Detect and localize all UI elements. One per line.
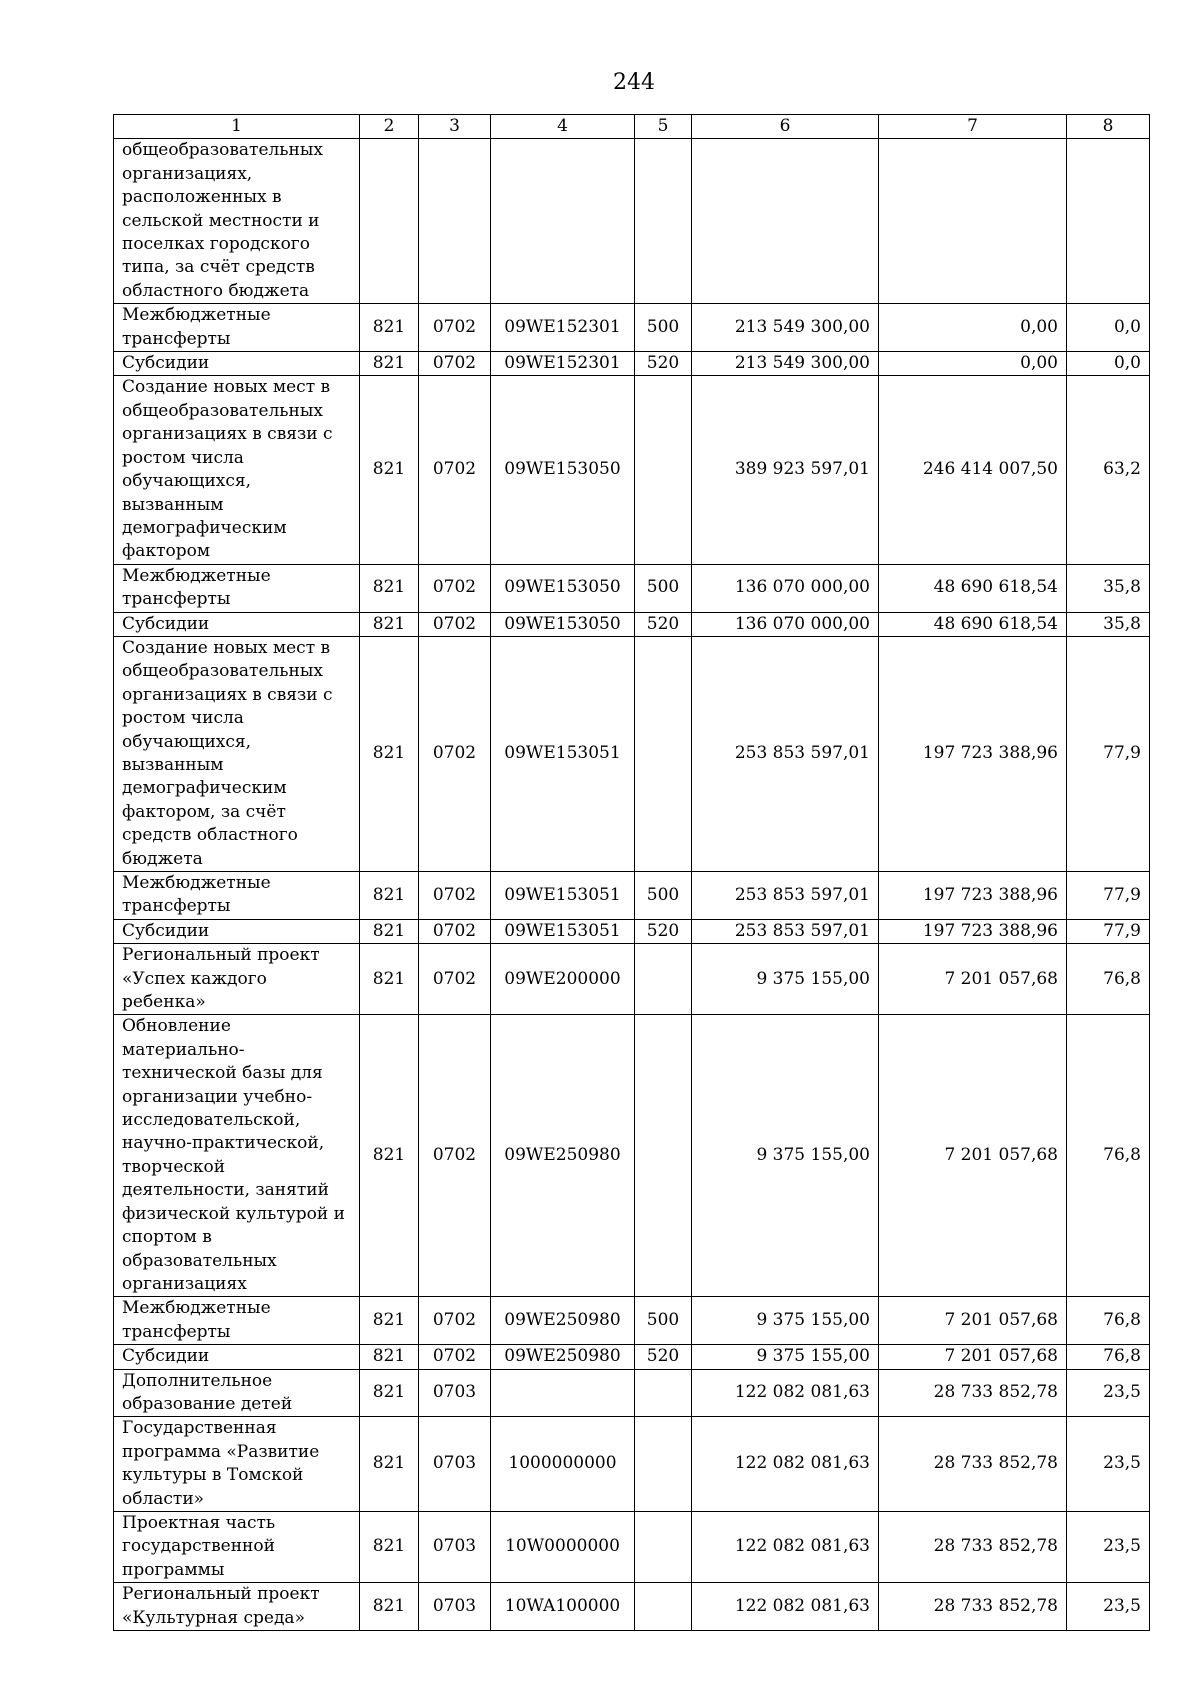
section-code: 0703 [419,1511,491,1582]
table-row [114,1583,1150,1631]
admin-code: 821 [360,564,419,612]
plan-amount: 253 853 597,01 [692,636,879,871]
fact-amount: 246 414 007,50 [879,376,1067,564]
fact-amount: 48 690 618,54 [879,564,1067,612]
target-code: 09WE153050 [491,612,635,636]
expense-type [635,636,692,871]
expense-type [635,139,692,304]
plan-amount: 253 853 597,01 [692,919,879,943]
plan-amount: 136 070 000,00 [692,612,879,636]
execution-percent: 23,5 [1067,1583,1150,1631]
table-row [114,612,1150,636]
execution-percent: 23,5 [1067,1511,1150,1582]
execution-percent: 63,2 [1067,376,1150,564]
section-code: 0702 [419,1297,491,1345]
section-code: 0702 [419,872,491,920]
target-code: 10W0000000 [491,1511,635,1582]
plan-amount: 9 375 155,00 [692,1345,879,1369]
execution-percent: 23,5 [1067,1369,1150,1417]
fact-amount: 28 733 852,78 [879,1583,1067,1631]
section-code [419,139,491,304]
admin-code: 821 [360,1417,419,1512]
section-code: 0702 [419,1345,491,1369]
admin-code: 821 [360,1583,419,1631]
target-code: 09WE153051 [491,919,635,943]
target-code: 09WE250980 [491,1015,635,1297]
item-name: Субсидии [114,919,360,943]
fact-amount: 0,00 [879,352,1067,376]
table-row [114,352,1150,376]
table-row [114,1297,1150,1345]
plan-amount: 253 853 597,01 [692,872,879,920]
admin-code: 821 [360,1015,419,1297]
expense-type: 500 [635,872,692,920]
item-name: Субсидии [114,1345,360,1369]
execution-percent: 0,0 [1067,304,1150,352]
plan-amount: 136 070 000,00 [692,564,879,612]
target-code: 09WE153050 [491,376,635,564]
item-name: Региональный проект «Культурная среда» [114,1583,360,1631]
admin-code: 821 [360,376,419,564]
admin-code: 821 [360,944,419,1015]
target-code: 09WE153051 [491,872,635,920]
column-header: 7 [879,115,1067,139]
expense-type [635,1511,692,1582]
admin-code: 821 [360,636,419,871]
table-row [114,1511,1150,1582]
item-name: Межбюджетные трансферты [114,872,360,920]
item-name: Межбюджетные трансферты [114,1297,360,1345]
item-name: Межбюджетные трансферты [114,564,360,612]
section-code: 0702 [419,636,491,871]
execution-percent: 76,8 [1067,944,1150,1015]
plan-amount: 122 082 081,63 [692,1417,879,1512]
column-header: 6 [692,115,879,139]
expense-type: 500 [635,564,692,612]
page-number: 244 [613,70,655,95]
column-header: 1 [114,115,360,139]
target-code: 09WE250980 [491,1297,635,1345]
admin-code: 821 [360,1369,419,1417]
item-name: Создание новых мест в общеобразовательных организациях в связи с ростом числа обучающихся, вызванным демографическим фактором, за счёт средств областного бюджета [114,636,360,871]
plan-amount: 9 375 155,00 [692,944,879,1015]
section-code: 0702 [419,919,491,943]
plan-amount: 122 082 081,63 [692,1369,879,1417]
section-code: 0702 [419,352,491,376]
execution-percent: 35,8 [1067,612,1150,636]
table-row [114,1015,1150,1297]
expense-type: 500 [635,1297,692,1345]
table-row [114,139,1150,304]
expense-type [635,1583,692,1631]
expense-type [635,1417,692,1512]
admin-code: 821 [360,352,419,376]
target-code: 09WE153050 [491,564,635,612]
table-row [114,304,1150,352]
execution-percent: 23,5 [1067,1417,1150,1512]
target-code: 1000000000 [491,1417,635,1512]
plan-amount: 122 082 081,63 [692,1511,879,1582]
execution-percent [1067,139,1150,304]
table-row [114,1369,1150,1417]
target-code: 10WA100000 [491,1583,635,1631]
table-row [114,1417,1150,1512]
column-header: 5 [635,115,692,139]
item-name: Межбюджетные трансферты [114,304,360,352]
fact-amount: 197 723 388,96 [879,872,1067,920]
fact-amount: 7 201 057,68 [879,1015,1067,1297]
target-code: 09WE153051 [491,636,635,871]
table-row [114,872,1150,920]
fact-amount: 7 201 057,68 [879,1345,1067,1369]
item-name: общеобразовательных организациях, расположенных в сельской местности и поселках городского типа, за счёт средств областного бюджета [114,139,360,304]
fact-amount: 7 201 057,68 [879,944,1067,1015]
plan-amount: 9 375 155,00 [692,1297,879,1345]
execution-percent: 76,8 [1067,1015,1150,1297]
execution-percent: 76,8 [1067,1345,1150,1369]
item-name: Субсидии [114,352,360,376]
execution-percent: 77,9 [1067,636,1150,871]
fact-amount: 28 733 852,78 [879,1417,1067,1512]
admin-code: 821 [360,304,419,352]
item-name: Обновление материально-технической базы для организации учебно-исследовательской, научно-практической, творческой деятельности, занятий физической культурой и спортом в образовательных организациях [114,1015,360,1297]
item-name: Создание новых мест в общеобразовательных организациях в связи с ростом числа обучающихся, вызванным демографическим фактором [114,376,360,564]
target-code: 09WE200000 [491,944,635,1015]
fact-amount: 48 690 618,54 [879,612,1067,636]
item-name: Субсидии [114,612,360,636]
section-code: 0702 [419,564,491,612]
expense-type [635,944,692,1015]
plan-amount: 213 549 300,00 [692,352,879,376]
admin-code: 821 [360,612,419,636]
column-header: 8 [1067,115,1150,139]
column-header: 2 [360,115,419,139]
admin-code: 821 [360,1345,419,1369]
admin-code: 821 [360,1297,419,1345]
expense-type [635,376,692,564]
plan-amount [692,139,879,304]
section-code: 0703 [419,1583,491,1631]
table-row [114,636,1150,871]
execution-percent: 77,9 [1067,872,1150,920]
fact-amount: 0,00 [879,304,1067,352]
item-name: Дополнительное образование детей [114,1369,360,1417]
expense-type [635,1369,692,1417]
section-code: 0703 [419,1417,491,1512]
expense-type [635,1015,692,1297]
fact-amount [879,139,1067,304]
plan-amount: 9 375 155,00 [692,1015,879,1297]
target-code [491,139,635,304]
column-header: 3 [419,115,491,139]
target-code [491,1369,635,1417]
admin-code: 821 [360,919,419,943]
expense-type: 500 [635,304,692,352]
admin-code: 821 [360,872,419,920]
section-code: 0702 [419,304,491,352]
column-header: 4 [491,115,635,139]
section-code: 0702 [419,376,491,564]
item-name: Региональный проект «Успех каждого ребенка» [114,944,360,1015]
execution-percent: 35,8 [1067,564,1150,612]
execution-percent: 77,9 [1067,919,1150,943]
fact-amount: 28 733 852,78 [879,1511,1067,1582]
target-code: 09WE152301 [491,304,635,352]
plan-amount: 389 923 597,01 [692,376,879,564]
plan-amount: 213 549 300,00 [692,304,879,352]
expense-type: 520 [635,352,692,376]
fact-amount: 7 201 057,68 [879,1297,1067,1345]
item-name: Проектная часть государственной программы [114,1511,360,1582]
expense-type: 520 [635,612,692,636]
table-row [114,944,1150,1015]
target-code: 09WE250980 [491,1345,635,1369]
expense-type: 520 [635,919,692,943]
section-code: 0702 [419,1015,491,1297]
header-row [114,115,1150,139]
section-code: 0703 [419,1369,491,1417]
target-code: 09WE152301 [491,352,635,376]
item-name: Государственная программа «Развитие культуры в Томской области» [114,1417,360,1512]
execution-percent: 76,8 [1067,1297,1150,1345]
execution-percent: 0,0 [1067,352,1150,376]
plan-amount: 122 082 081,63 [692,1583,879,1631]
section-code: 0702 [419,944,491,1015]
fact-amount: 28 733 852,78 [879,1369,1067,1417]
section-code: 0702 [419,612,491,636]
table-row [114,919,1150,943]
fact-amount: 197 723 388,96 [879,636,1067,871]
table-row [114,564,1150,612]
fact-amount: 197 723 388,96 [879,919,1067,943]
admin-code: 821 [360,1511,419,1582]
admin-code [360,139,419,304]
table-row [114,1345,1150,1369]
expense-type: 520 [635,1345,692,1369]
table-row [114,376,1150,564]
budget-table [113,114,1150,1631]
